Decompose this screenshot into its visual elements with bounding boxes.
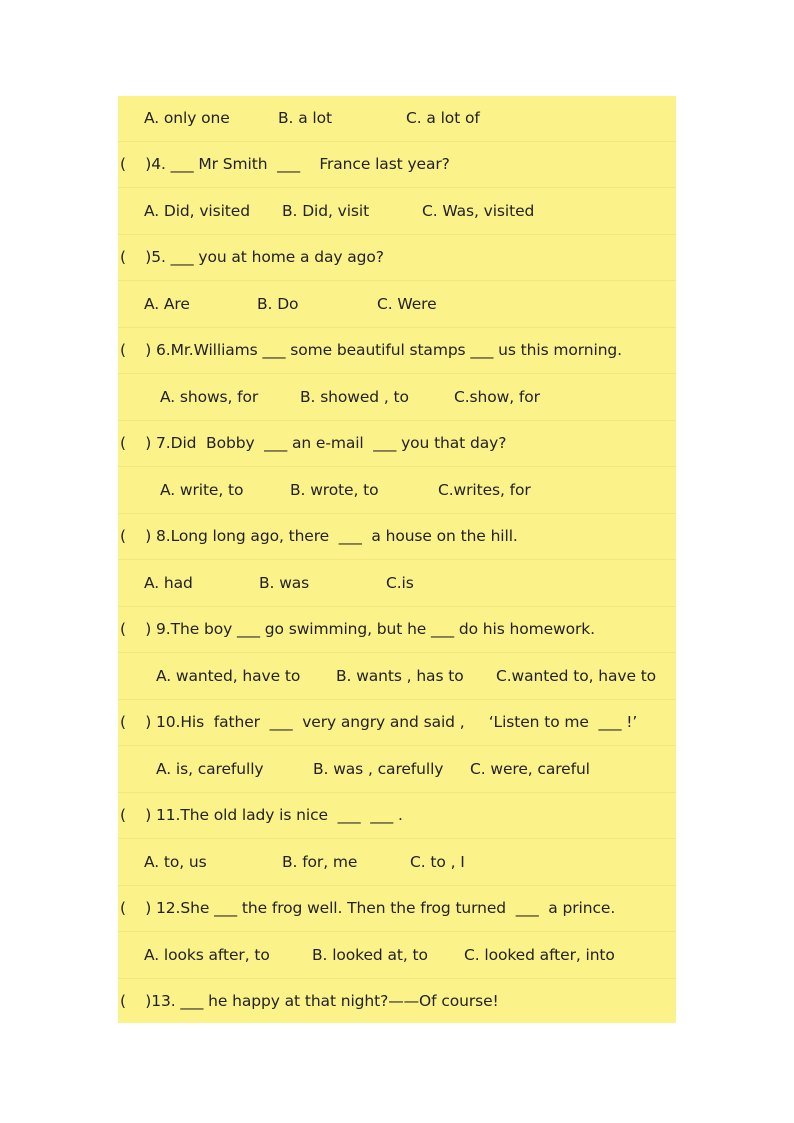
option-c: C. a lot of (406, 109, 480, 127)
question-text: ( )4. ___ Mr Smith ___ France last year? (120, 155, 450, 173)
options-row (118, 840, 676, 886)
question-text: ( ) 9.The boy ___ go swimming, but he ___ do his homework. (120, 620, 595, 638)
options-row (118, 375, 676, 421)
option-b: B. looked at, to (312, 946, 428, 964)
question-row (118, 886, 676, 932)
question-row (118, 421, 676, 467)
options-row (118, 189, 676, 235)
question-row (118, 328, 676, 374)
option-b: B. Did, visit (282, 202, 370, 220)
worksheet-panel (118, 96, 676, 1023)
question-row (118, 142, 676, 188)
option-a: A. Are (144, 295, 190, 313)
question-text: ( )5. ___ you at home a day ago? (120, 248, 384, 266)
options-row (118, 468, 676, 514)
options-row (118, 282, 676, 328)
question-text: ( ) 12.She ___ the frog well. Then the frog turned ___ a prince. (120, 899, 616, 917)
options-row (118, 561, 676, 607)
option-c: C.wanted to, have to (496, 667, 657, 685)
option-a: A. shows, for (160, 388, 259, 406)
option-b: B. was , carefully (313, 760, 444, 778)
question-text: ( ) 8.Long long ago, there ___ a house on the hill. (120, 527, 518, 545)
option-c: C.writes, for (438, 481, 531, 499)
option-c: C.show, for (454, 388, 540, 406)
question-text: ( ) 10.His father ___ very angry and said , ‘Listen to me ___ !’ (120, 713, 638, 731)
option-b: B. a lot (278, 109, 332, 127)
option-b: B. showed , to (300, 388, 409, 406)
question-row (118, 235, 676, 281)
option-b: B. was (259, 574, 310, 592)
question-text: ( ) 11.The old lady is nice ___ ___ . (120, 806, 403, 824)
question-row (118, 979, 676, 1025)
options-row (118, 96, 676, 142)
option-a: A. had (144, 574, 193, 592)
question-row (118, 700, 676, 746)
option-b: B. Do (257, 295, 299, 313)
options-row (118, 747, 676, 793)
option-c: C. to , I (410, 853, 465, 871)
option-a: A. to, us (144, 853, 207, 871)
option-c: C. looked after, into (464, 946, 615, 964)
question-text: ( ) 6.Mr.Williams ___ some beautiful stamps ___ us this morning. (120, 341, 622, 359)
option-a: A. write, to (160, 481, 244, 499)
option-c: C. Was, visited (422, 202, 535, 220)
option-a: A. looks after, to (144, 946, 270, 964)
option-c: C. Were (377, 295, 437, 313)
option-c: C.is (386, 574, 414, 592)
option-a: A. is, carefully (156, 760, 264, 778)
option-b: B. wants , has to (336, 667, 464, 685)
question-text: ( )13. ___ he happy at that night?——Of course! (120, 992, 499, 1010)
option-a: A. Did, visited (144, 202, 250, 220)
option-a: A. only one (144, 109, 230, 127)
option-b: B. wrote, to (290, 481, 379, 499)
question-text: ( ) 7.Did Bobby ___ an e-mail ___ you that day? (120, 434, 507, 452)
options-row (118, 933, 676, 979)
option-b: B. for, me (282, 853, 358, 871)
question-row (118, 514, 676, 560)
option-a: A. wanted, have to (156, 667, 301, 685)
option-c: C. were, careful (470, 760, 590, 778)
question-row (118, 793, 676, 839)
question-row (118, 607, 676, 653)
options-row (118, 654, 676, 700)
